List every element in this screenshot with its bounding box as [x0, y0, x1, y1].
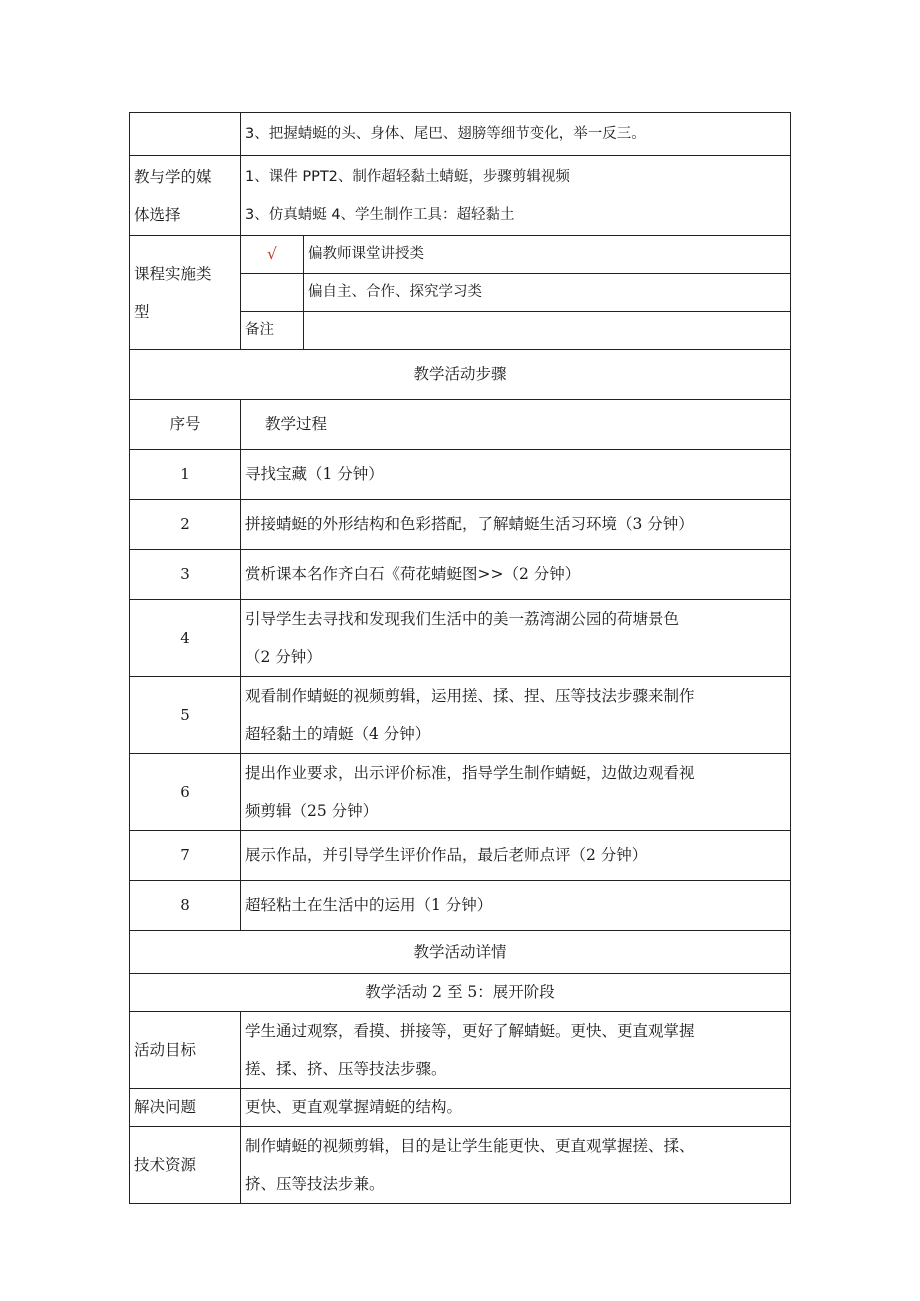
- details-subtitle-row: [130, 974, 791, 1012]
- step-row: [130, 881, 791, 931]
- goal-text: 学生通过观察，看摸、拼接等，更好了解蜻蜓。更快、更直观掌握 搓、揉、挤、压等技法步骤。: [241, 1012, 791, 1089]
- details-subtitle: 教学活动 2 至 5：展开阶段: [130, 974, 791, 1012]
- step-number: 5: [130, 677, 241, 754]
- course-option-teacher: 偏教师课堂讲授类: [304, 236, 791, 274]
- media-line-1: 1、课件 PPT2、制作超轻黏土蜻蜓，步骤剪辑视频: [245, 168, 570, 185]
- step-text: 展示作品，并引导学生评价作品，最后老师点评（2 分钟）: [241, 831, 791, 881]
- step-row: [130, 500, 791, 550]
- problem-label: 解决问题: [130, 1089, 241, 1127]
- step-number: 6: [130, 754, 241, 831]
- step-row: [130, 831, 791, 881]
- goal-label: 活动目标: [130, 1012, 241, 1089]
- step-text: 引导学生去寻找和发现我们生活中的美一荔湾湖公园的荷塘景色 （2 分钟）: [241, 600, 791, 677]
- step-number: 1: [130, 450, 241, 500]
- step-number: 8: [130, 881, 241, 931]
- details-title-row: [130, 931, 791, 974]
- problem-row: [130, 1089, 791, 1127]
- step-text: 提出作业要求，出示评价标准，指导学生制作蜻蜓，边做边观看视 频剪辑（25 分钟）: [241, 754, 791, 831]
- col-process-header: 教学过程: [241, 400, 791, 450]
- step-row: [130, 600, 791, 677]
- step-row: [130, 677, 791, 754]
- media-line-2: 3、仿真蜻蜓 4、学生制作工具：超轻黏土: [245, 206, 515, 223]
- step-text: 观看制作蜻蜓的视频剪辑，运用搓、揉、捏、压等技法步骤来制作 超轻黏土的靖蜓（4 分钟）: [241, 677, 791, 754]
- step-row: [130, 754, 791, 831]
- step-number: 3: [130, 550, 241, 600]
- step-row: [130, 450, 791, 500]
- step-text: 拼接蜻蜓的外形结构和色彩搭配，了解蜻蜓生活习环境（3 分钟）: [241, 500, 791, 550]
- objectives-label-cell: [130, 113, 241, 156]
- course-type-label: 课程实施类 型: [130, 236, 241, 350]
- remark-value: [304, 312, 791, 350]
- goal-row: [130, 1012, 791, 1089]
- remark-label: 备注: [241, 312, 304, 350]
- objectives-text: 3、把握蜻蜓的头、身体、尾巴、翅膀等细节变化，举一反三。: [241, 113, 791, 156]
- step-text: 超轻粘土在生活中的运用（1 分钟）: [241, 881, 791, 931]
- details-title: 教学活动详情: [130, 931, 791, 974]
- step-row: [130, 550, 791, 600]
- check-mark-icon: √: [241, 236, 304, 274]
- check-cell-empty: [241, 274, 304, 312]
- steps-header-row: [130, 400, 791, 450]
- tech-label: 技术资源: [130, 1127, 241, 1204]
- media-label: 教与学的媒 体选择: [130, 156, 241, 236]
- course-option-inquiry: 偏自主、合作、探究学习类: [304, 274, 791, 312]
- step-number: 4: [130, 600, 241, 677]
- col-index-header: 序号: [130, 400, 241, 450]
- step-text: 赏析课本名作齐白石《荷花蜻蜓图>>（2 分钟）: [241, 550, 791, 600]
- objectives-row: [130, 113, 791, 156]
- media-content: [241, 156, 791, 236]
- steps-title: 教学活动步骤: [130, 350, 791, 400]
- tech-row: [130, 1127, 791, 1204]
- tech-text: 制作蜻蜓的视频剪辑，目的是让学生能更快、更直观掌握搓、揉、 挤、压等技法步兼。: [241, 1127, 791, 1204]
- lesson-plan-table: [129, 112, 790, 1204]
- step-number: 2: [130, 500, 241, 550]
- course-type-row-1: [130, 236, 791, 274]
- step-number: 7: [130, 831, 241, 881]
- step-text: 寻找宝藏（1 分钟）: [241, 450, 791, 500]
- media-row: [130, 156, 791, 236]
- problem-text: 更快、更直观掌握靖蜓的结构。: [241, 1089, 791, 1127]
- steps-title-row: [130, 350, 791, 400]
